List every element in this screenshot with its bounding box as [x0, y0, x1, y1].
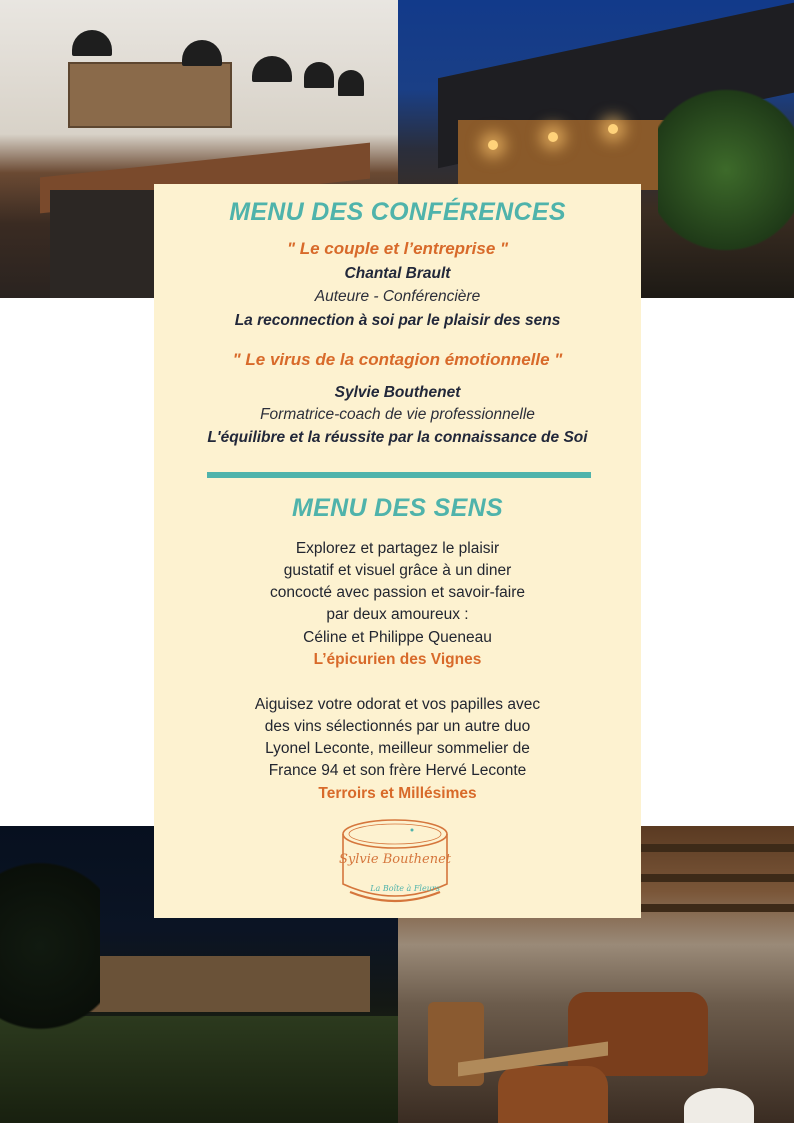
speaker-name: Chantal Brault — [344, 265, 451, 282]
paragraph-line: gustatif et visuel grâce à un diner — [283, 562, 512, 579]
wooden-shelves — [68, 62, 232, 128]
pendant-lamp — [338, 70, 364, 96]
partner-name: Terroirs et Millésimes — [318, 785, 477, 802]
light-glow — [608, 124, 618, 134]
paragraph-line: par deux amoureux : — [326, 606, 469, 623]
leather-armchair — [568, 992, 708, 1076]
speaker-role: Auteure - Conférencière — [314, 288, 481, 305]
talk-title: " Le virus de la contagion émotionnelle " — [232, 350, 563, 369]
leather-armchair — [498, 1066, 608, 1123]
light-glow — [488, 140, 498, 150]
section-divider — [207, 472, 591, 478]
logo-tagline: La Boîte à Fleurs — [370, 884, 440, 893]
menu-card — [154, 184, 641, 918]
menu-conferences-title: MENU DES CONFÉRENCES — [229, 198, 566, 226]
menu-sens-title: MENU DES SENS — [292, 494, 503, 522]
logo-name: Sylvie Bouthenet — [338, 852, 452, 867]
talk-title: " Le couple et l’entreprise " — [286, 239, 509, 258]
paragraph-line: France 94 et son frère Hervé Leconte — [268, 762, 527, 779]
paragraph-line: Aiguisez votre odorat et vos papilles avec — [254, 696, 541, 713]
pendant-lamp — [252, 56, 292, 82]
paragraph-line: Céline et Philippe Queneau — [303, 629, 492, 646]
partner-name: L’épicurien des Vignes — [313, 651, 482, 668]
sylvie-bouthenet-logo — [330, 812, 460, 908]
tree — [0, 846, 100, 1046]
speaker-role: Formatrice-coach de vie professionnelle — [260, 406, 535, 423]
paragraph-line: Explorez et partagez le plaisir — [295, 540, 500, 557]
paragraph-line: concocté avec passion et savoir-faire — [269, 584, 526, 601]
paragraph-line: Lyonel Leconte, meilleur sommelier de — [265, 740, 530, 757]
talk-topic: La reconnection à soi par le plaisir des sens — [234, 312, 561, 329]
bar-panel — [50, 190, 170, 298]
pendant-lamp — [182, 40, 222, 66]
talk-topic: L'équilibre et la réussite par la connaissance de Soi — [207, 429, 588, 446]
tree — [658, 80, 794, 260]
stool — [684, 1088, 754, 1123]
pendant-lamp — [304, 62, 334, 88]
light-glow — [548, 132, 558, 142]
pendant-lamp — [72, 30, 112, 56]
speaker-name: Sylvie Bouthenet — [334, 384, 461, 401]
paragraph-line: des vins sélectionnés par un autre duo — [264, 718, 531, 735]
